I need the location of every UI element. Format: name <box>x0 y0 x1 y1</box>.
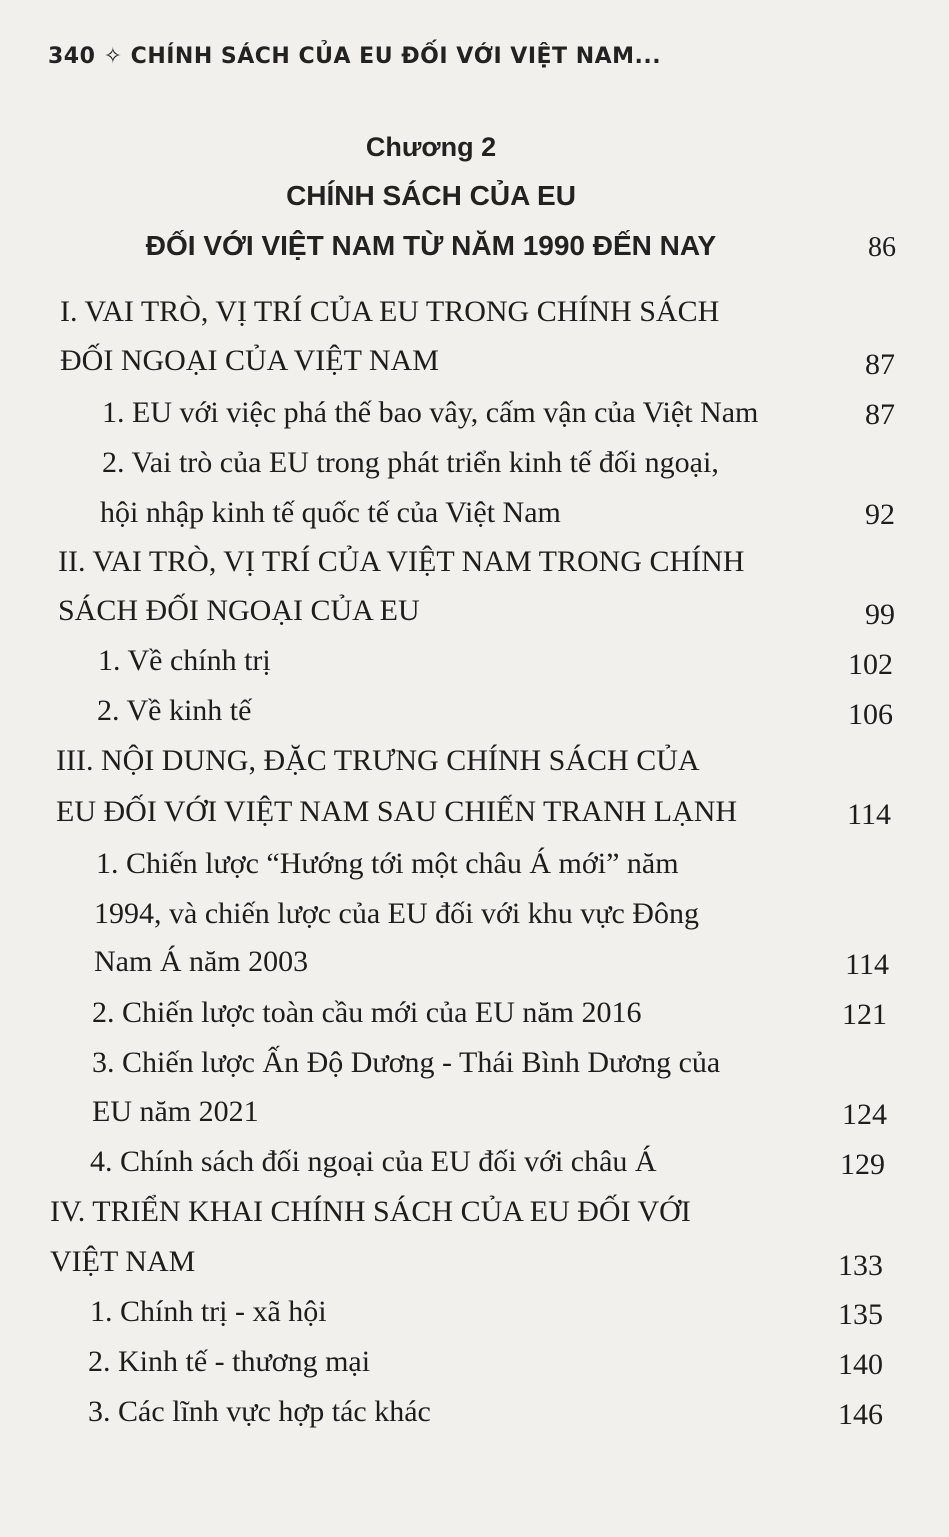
toc-item-page-number: 114 <box>845 948 889 981</box>
toc-item-page-number: 140 <box>838 1348 883 1381</box>
toc-item-line: 2. Vai trò của EU trong phát triển kinh tế đối ngoại, <box>102 446 719 479</box>
section-heading-line: I. VAI TRÒ, VỊ TRÍ CỦA EU TRONG CHÍNH SÁCH <box>60 295 720 328</box>
toc-item-line: 3. Các lĩnh vực hợp tác khác <box>88 1395 431 1428</box>
section-heading-line: ĐỐI NGOẠI CỦA VIỆT NAM <box>60 344 439 377</box>
toc-item-page-number: 135 <box>838 1298 883 1331</box>
toc-item-line: 1994, và chiến lược của EU đối với khu vực Đông <box>94 897 699 930</box>
toc-item-line: Nam Á năm 2003 <box>94 945 309 978</box>
toc-item-line: hội nhập kinh tế quốc tế của Việt Nam <box>100 496 561 529</box>
toc-item-page-number: 92 <box>865 498 895 531</box>
toc-item-page-number: 129 <box>840 1148 885 1181</box>
toc-item-line: 1. Chiến lược “Hướng tới một châu Á mới” năm <box>96 847 679 880</box>
chapter-title-line-2: ĐỐI VỚI VIỆT NAM TỪ NĂM 1990 ĐẾN NAY <box>145 230 717 261</box>
section-heading-line: SÁCH ĐỐI NGOẠI CỦA EU <box>58 594 420 627</box>
toc-item-page-number: 146 <box>838 1398 883 1431</box>
section-heading-line: VIỆT NAM <box>50 1245 196 1278</box>
toc-item-line: 2. Kinh tế - thương mại <box>88 1345 371 1378</box>
running-head: 340 ✧ CHÍNH SÁCH CỦA EU ĐỐI VỚI VIỆT NAM... <box>48 44 662 69</box>
section-heading-line: EU ĐỐI VỚI VIỆT NAM SAU CHIẾN TRANH LẠNH <box>56 795 738 828</box>
section-heading-line: III. NỘI DUNG, ĐẶC TRƯNG CHÍNH SÁCH CỦA <box>56 744 700 777</box>
toc-item-line: EU năm 2021 <box>92 1095 259 1128</box>
toc-item-page-number: 124 <box>842 1098 887 1131</box>
toc-item-line: 1. Chính trị - xã hội <box>90 1295 327 1328</box>
toc-item-line: 4. Chính sách đối ngoại của EU đối với châu Á <box>90 1145 657 1178</box>
toc-item-line: 3. Chiến lược Ấn Độ Dương - Thái Bình Dương của <box>92 1046 721 1079</box>
toc-item-page-number: 106 <box>848 698 893 731</box>
toc-item-line: 2. Về kinh tế <box>97 694 252 727</box>
toc-item-page-number: 121 <box>842 998 887 1031</box>
toc-item-page-number: 87 <box>865 398 895 431</box>
section-heading-line: II. VAI TRÒ, VỊ TRÍ CỦA VIỆT NAM TRONG CHÍNH <box>58 545 745 578</box>
section-page-number: 99 <box>865 598 895 631</box>
section-heading-line: IV. TRIỂN KHAI CHÍNH SÁCH CỦA EU ĐỐI VỚI <box>50 1195 691 1228</box>
section-page-number: 87 <box>865 348 895 381</box>
section-page-number: 133 <box>838 1249 883 1282</box>
chapter-label: Chương 2 <box>365 132 497 162</box>
chapter-title-line-1: CHÍNH SÁCH CỦA EU <box>286 180 576 211</box>
section-page-number: 114 <box>847 798 891 831</box>
toc-item-line: 1. Về chính trị <box>98 644 271 677</box>
toc-item-page-number: 102 <box>848 648 893 681</box>
toc-item-line: 1. EU với việc phá thế bao vây, cấm vận của Việt Nam <box>102 396 759 429</box>
toc-item-line: 2. Chiến lược toàn cầu mới của EU năm 2016 <box>92 996 642 1029</box>
chapter-page-number: 86 <box>868 232 896 263</box>
